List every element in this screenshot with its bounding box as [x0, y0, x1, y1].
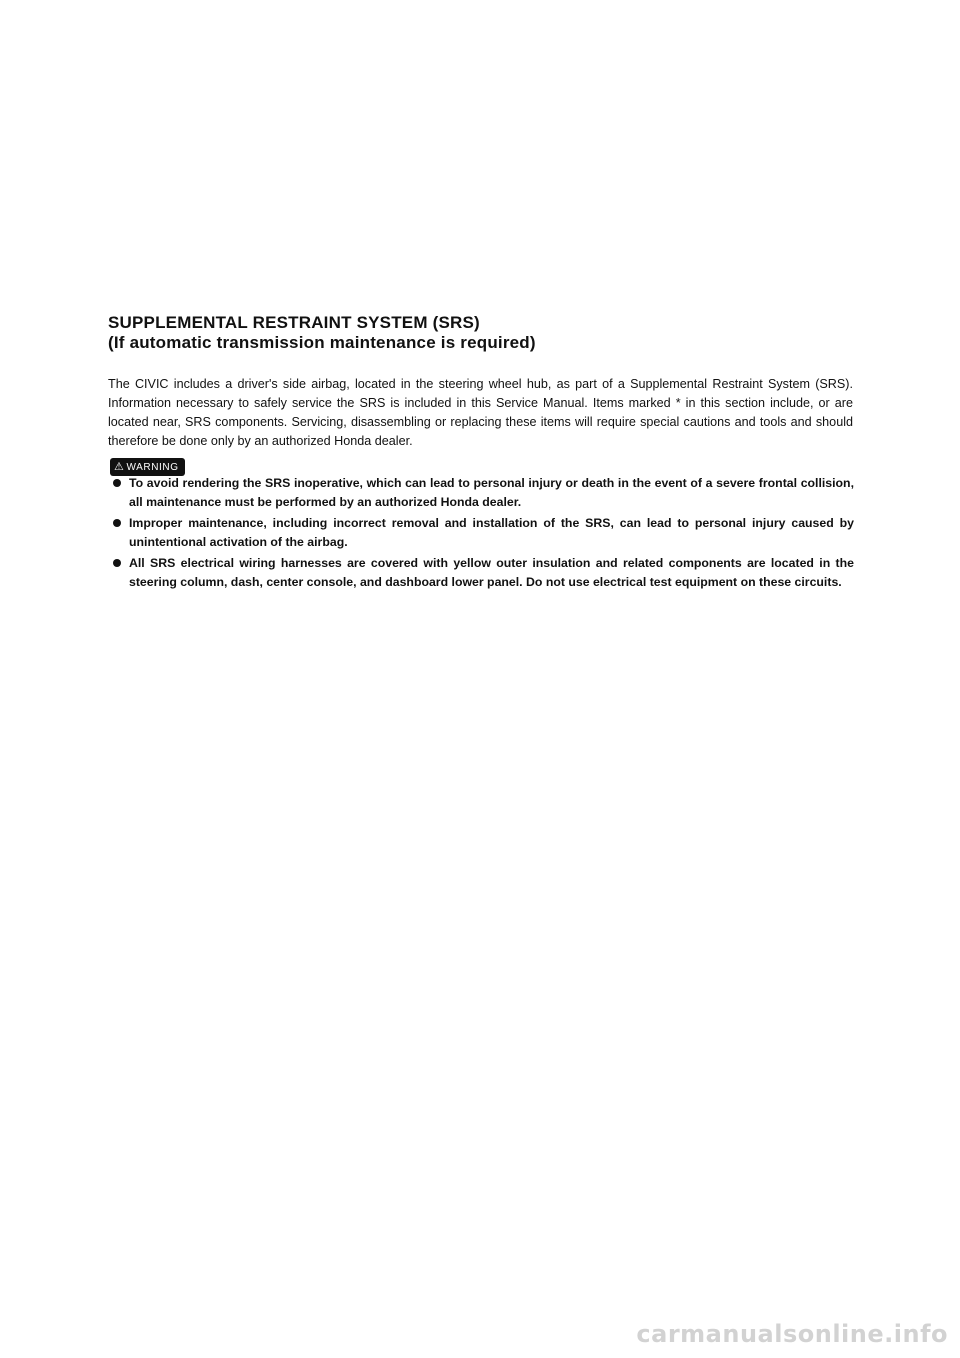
warning-label: WARNING: [126, 461, 179, 473]
warning-item-text: To avoid rendering the SRS inoperative, which can lead to personal injury or death in the event of a severe frontal collision, all maintenance must be performed by an authorized Honda dealer.: [129, 476, 854, 509]
intro-paragraph: The CIVIC includes a driver's side airbag, located in the steering wheel hub, as part of a Supplemental Restraint System (SRS). Information necessary to safely service the SRS is included in this Service Manual. Items marked * in this section include, or are located near, SRS components. Servicing, disassembling or replacing these items will require special cautions and tools and should therefore be done only by an authorized Honda dealer.: [108, 377, 853, 448]
title-line-1: SUPPLEMENTAL RESTRAINT SYSTEM (SRS): [108, 313, 480, 332]
section-title: [108, 313, 868, 353]
warning-item-text: All SRS electrical wiring harnesses are covered with yellow outer insulation and related components are located in the steering column, dash, center console, and dashboard lower panel. Do not use electrical test equipment on these circuits.: [129, 556, 854, 589]
bullet-icon: [113, 519, 121, 527]
bullet-icon: [113, 479, 121, 487]
warning-triangle-icon: ⚠: [114, 460, 125, 473]
title-line-2: (If automatic transmission maintenance is required): [108, 333, 536, 352]
warning-list: [112, 474, 854, 594]
warning-item: [112, 514, 854, 552]
warning-item-text: Improper maintenance, including incorrect removal and installation of the SRS, can lead to personal injury caused by unintentional activation of the airbag.: [129, 516, 854, 549]
warning-item: [112, 554, 854, 592]
warning-item: [112, 474, 854, 512]
watermark: carmanualsonline.info: [636, 1320, 948, 1348]
bullet-icon: [113, 559, 121, 567]
